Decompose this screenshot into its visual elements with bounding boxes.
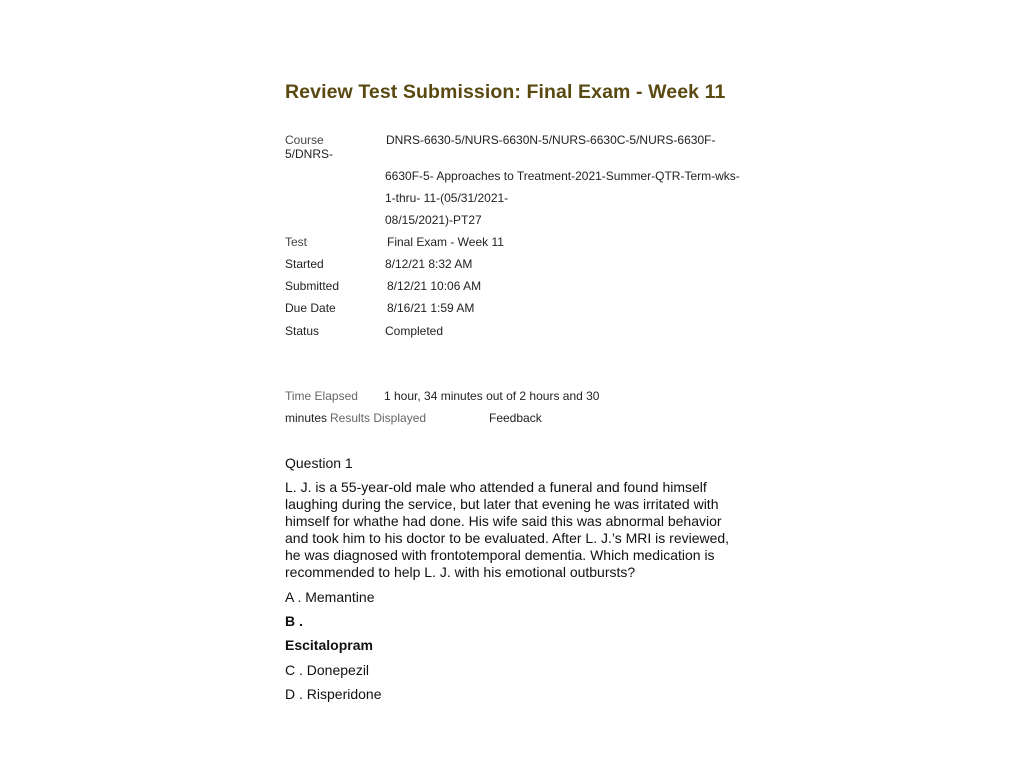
results-displayed-value: Feedback [489, 411, 542, 425]
started-value: 8/12/21 8:32 AM [385, 257, 473, 271]
option-a: A . Memantine [285, 589, 375, 605]
time-elapsed-label: Time Elapsed [285, 389, 358, 403]
option-b-answer: Escitalopram [285, 637, 373, 653]
time-elapsed-cont: minutes [285, 411, 328, 425]
status-label: Status [285, 324, 320, 338]
course-value-line2: 6630F-5- Approaches to Treatment-2021-Summer-QTR-Term-wks- [385, 169, 740, 183]
option-b-letter: B . [285, 613, 303, 629]
course-value-line4: 08/15/2021)-PT27 [385, 213, 482, 227]
due-date-label: Due Date [285, 301, 336, 315]
submitted-label: Submitted [285, 279, 340, 293]
results-displayed-label: Results Displayed [330, 411, 427, 425]
test-label: Test [285, 235, 308, 249]
test-value: Final Exam - Week 11 [387, 235, 504, 249]
course-value-line1: DNRS-6630-5/NURS-6630N-5/NURS-6630C-5/NURS-6630F- [386, 133, 716, 147]
course-value-line3: 1-thru- 11-(05/31/2021- [385, 191, 509, 205]
question-text: L. J. is a 55-year-old male who attended a funeral and found himself laughing during the service, but later that evening he was irritated with himself for whathe had done. His wife said this was abnormal behavior and took him to his doctor to be evaluated. After L. J.’s MRI is reviewed, he was diagnosed with frontotemporal dementia. Which medication is recommended to help L. J. with his emotional outbursts? [285, 479, 730, 580]
option-d: D . Risperidone [285, 686, 382, 702]
time-elapsed-value: 1 hour, 34 minutes out of 2 hours and 30 [384, 389, 600, 403]
page-title: Review Test Submission: Final Exam - Week 11 [285, 81, 726, 103]
course-label: Course [285, 133, 324, 147]
due-date-value: 8/16/21 1:59 AM [387, 301, 475, 315]
option-c: C . Donepezil [285, 662, 370, 678]
started-label: Started [285, 257, 324, 271]
course-label-cont: 5/DNRS- [285, 147, 334, 161]
question-heading: Question 1 [285, 455, 353, 471]
submitted-value: 8/12/21 10:06 AM [387, 279, 482, 293]
status-value: Completed [385, 324, 444, 338]
